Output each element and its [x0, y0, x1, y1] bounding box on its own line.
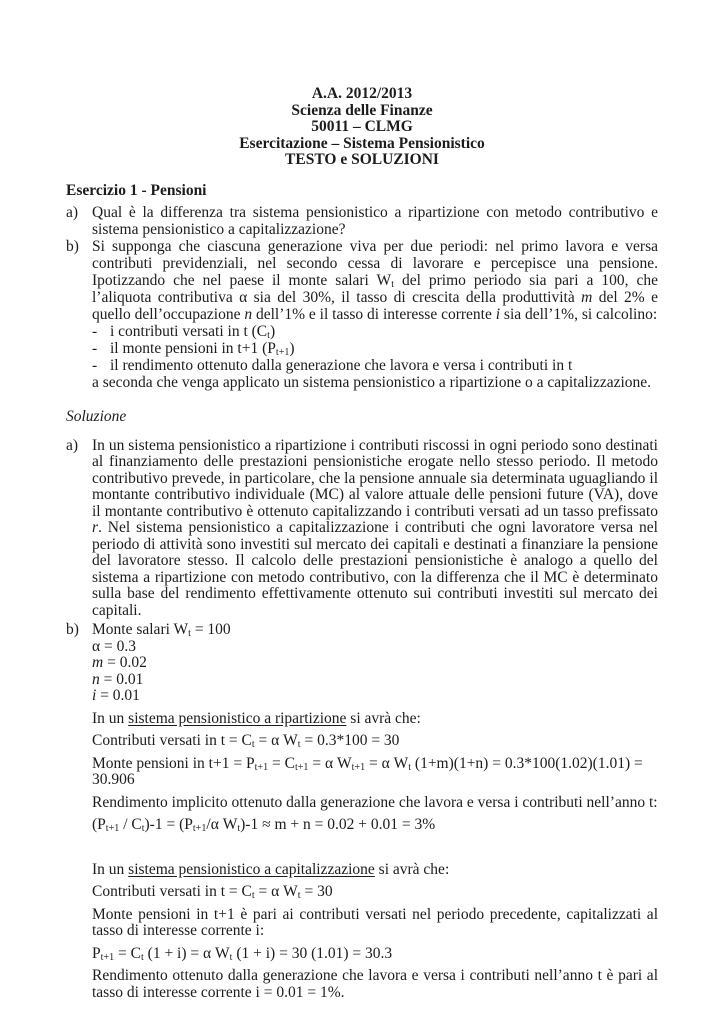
- subitem-text: il rendimento ottenuto dalla generazione che lavora e versa i contributi in t: [110, 356, 573, 374]
- question-item-a: [66, 204, 658, 238]
- param-alpha: α = 0.3: [92, 637, 136, 655]
- param-i: i = 0.01: [92, 687, 140, 705]
- dash-bullet: -: [92, 339, 98, 357]
- capitalizzazione-rendimento-text: Rendimento ottenuto dalla generazione che lavora e versa i contributi nell’anno t è pari al tasso di interesse corrente i = 0.01 = 1%.: [92, 967, 658, 1001]
- question-b-text: Si supponga che ciascuna generazione viva per due periodi: nel primo lavora e versa contributi previdenziali, nel secondo cessa di lavorare e percepisce una pensione. Ipotizzando che nel paese il monte salari Wt del primo periodo sia pari a 100, che l’aliquota contributiva α sia del 30%, il tasso di crescita della produttività m del 2% e quello dell’occupazione n dell’1% e il tasso di interesse corrente i sia dell’1%, si calcolino:: [92, 237, 658, 323]
- solution-a-marker: a): [66, 436, 79, 454]
- exercise-title: Esercizio 1 - Pensioni: [66, 181, 207, 199]
- header-line-academic-year: A.A. 2012/2013: [311, 85, 413, 102]
- capitalizzazione-monte-pensioni-formula: Pt+1 = Ct (1 + i) = α Wt (1 + i) = 30 (1.01) = 30.3: [92, 944, 393, 964]
- ripartizione-intro: In un sistema pensionistico a ripartizione si avrà che:: [92, 709, 421, 727]
- header-line-doc-type: TESTO e SOLUZIONI: [285, 151, 439, 169]
- document-header: [66, 86, 658, 169]
- param-m: m = 0.02: [92, 654, 147, 672]
- question-item-b: [66, 238, 658, 391]
- dash-bullet: -: [92, 322, 98, 340]
- header-line-course-name: Scienza delle Finanze: [291, 101, 433, 119]
- solution-item-b: [66, 622, 658, 1001]
- ripartizione-monte-pensioni-formula: Monte pensioni in t+1 = Pt+1 = Ct+1 = α Wt+1 = α Wt (1+m)(1+n) = 0.3*100(1.02)(1.01) = 30.906: [92, 754, 643, 789]
- question-b-marker: b): [66, 237, 79, 255]
- question-b-subitem-rendimento: [92, 357, 658, 374]
- subitem-text: il monte pensioni in t+1 (Pt+1): [110, 339, 295, 359]
- subitem-text: i contributi versati in t (Ct): [110, 322, 276, 342]
- header-line-course-code: 50011 – CLMG: [311, 118, 413, 136]
- ripartizione-contributi-formula: Contributi versati in t = Ct = α Wt = 0.3*100 = 30: [92, 732, 400, 751]
- solution-label: Soluzione: [66, 407, 127, 425]
- header-line-session-title: Esercitazione – Sistema Pensionistico: [239, 134, 485, 152]
- question-a-text: Qual è la differenza tra sistema pensionistico a ripartizione con metodo contributivo e sistema pensionistico a capitalizzazione?: [92, 203, 658, 238]
- ripartizione-rendimento-label: Rendimento implicito ottenuto dalla generazione che lavora e versa i contributi nell’anno t:: [92, 793, 658, 811]
- capitalizzazione-contributi-formula: Contributi versati in t = Ct = α Wt = 30: [92, 883, 333, 902]
- question-b-subitem-monte-pensioni: [92, 340, 658, 357]
- capitalizzazione-intro: In un sistema pensionistico a capitalizzazione si avrà che:: [92, 860, 450, 878]
- param-n: n = 0.01: [92, 670, 144, 688]
- solution-b-marker: b): [66, 621, 79, 639]
- question-a-marker: a): [66, 203, 79, 221]
- param-monte-salari: Monte salari Wt = 100: [92, 621, 231, 640]
- question-b-closing-text: a seconda che venga applicato un sistema pensionistico a ripartizione o a capitalizzazione.: [92, 373, 652, 391]
- ripartizione-rendimento-formula: (Pt+1 / Ct)-1 = (Pt+1/α Wt)-1 ≈ m + n = 0.02 + 0.01 = 3%: [92, 816, 436, 835]
- question-b-subitem-contributi: [92, 323, 658, 340]
- solution-item-a: [66, 438, 658, 620]
- dash-bullet: -: [92, 356, 98, 374]
- solution-a-text: In un sistema pensionistico a ripartizione i contributi riscossi in ogni periodo sono destinati al finanziamento delle prestazioni pensionistiche erogate nello stesso periodo. Il metodo contributivo prevede, in particolare, che la pensione annuale sia determinata uguagliando il montante contributivo individuale (MC) al valore attuale delle pensioni future (VA), dove il montante contributivo è ottenuto capitalizzando i contributi versati ad un tasso prefissato r. Nel sistema pensionistico a capitalizzazione i contributi che ogni lavoratore versa nel periodo di attività sono investiti sul mercato dei capitali e destinati a finanziare la pensione del lavoratore stesso. Il calcolo delle prestazioni pensionistiche è analogo a quello del sistema a ripartizione con metodo contributivo, con la differenza che il MC è determinato sulla base del rendimento effettivamente ottenuto sui contributi investiti sul mercato dei capitali.: [92, 436, 658, 619]
- capitalizzazione-monte-pensioni-desc: Monte pensioni in t+1 è pari ai contributi versati nel periodo precedente, capitalizzati al tasso di interesse corrente i:: [92, 905, 658, 940]
